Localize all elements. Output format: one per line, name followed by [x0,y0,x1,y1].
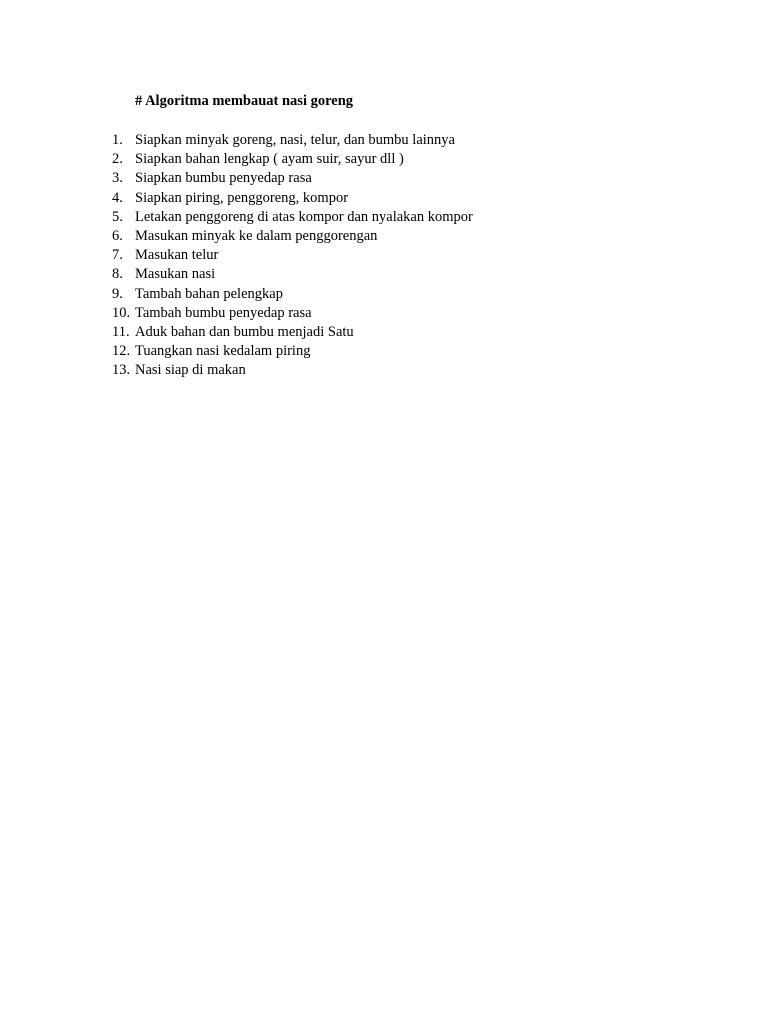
list-item [112,304,473,323]
step-number: 7. [112,247,123,264]
list-item [112,189,473,208]
list-item [112,150,473,169]
step-number: 1. [112,132,123,148]
step-text: Tambah bahan pelengkap [135,285,283,302]
list-item [112,323,473,342]
step-text: Siapkan minyak goreng, nasi, telur, dan bumbu lainnya [135,132,455,148]
step-number: 5. [112,208,123,225]
step-number: 4. [112,189,123,206]
step-number: 2. [112,151,123,168]
steps-list [112,131,473,380]
step-number: 9. [112,285,123,302]
step-text: Siapkan bahan lengkap ( ayam suir, sayur dll ) [135,151,404,168]
step-number: 12. [112,343,131,360]
document-title: # Algoritma membauat nasi goreng [135,93,354,109]
step-text: Tuangkan nasi kedalam piring [135,343,311,360]
step-text: Nasi siap di makan [135,362,246,379]
step-text: Siapkan piring, penggoreng, kompor [135,189,349,206]
step-number: 11. [112,323,130,340]
step-text: Masukan minyak ke dalam penggorengan [135,227,378,244]
step-number: 8. [112,266,123,283]
list-item [112,342,473,361]
step-text: Letakan penggoreng di atas kompor dan nyalakan kompor [135,208,473,225]
step-text: Masukan telur [135,247,219,264]
step-number: 13. [112,362,131,379]
list-item [112,131,473,150]
list-item [112,361,473,380]
list-item [112,227,473,246]
step-number: 10. [112,304,131,321]
step-text: Aduk bahan dan bumbu menjadi Satu [135,323,354,340]
step-number: 6. [112,227,123,244]
list-item [112,246,473,265]
list-item [112,169,473,188]
step-text: Siapkan bumbu penyedap rasa [135,170,312,187]
list-item [112,208,473,227]
list-item [112,265,473,284]
step-text: Masukan nasi [135,266,216,283]
step-text: Tambah bumbu penyedap rasa [135,304,312,321]
step-number: 3. [112,170,123,187]
list-item [112,285,473,304]
